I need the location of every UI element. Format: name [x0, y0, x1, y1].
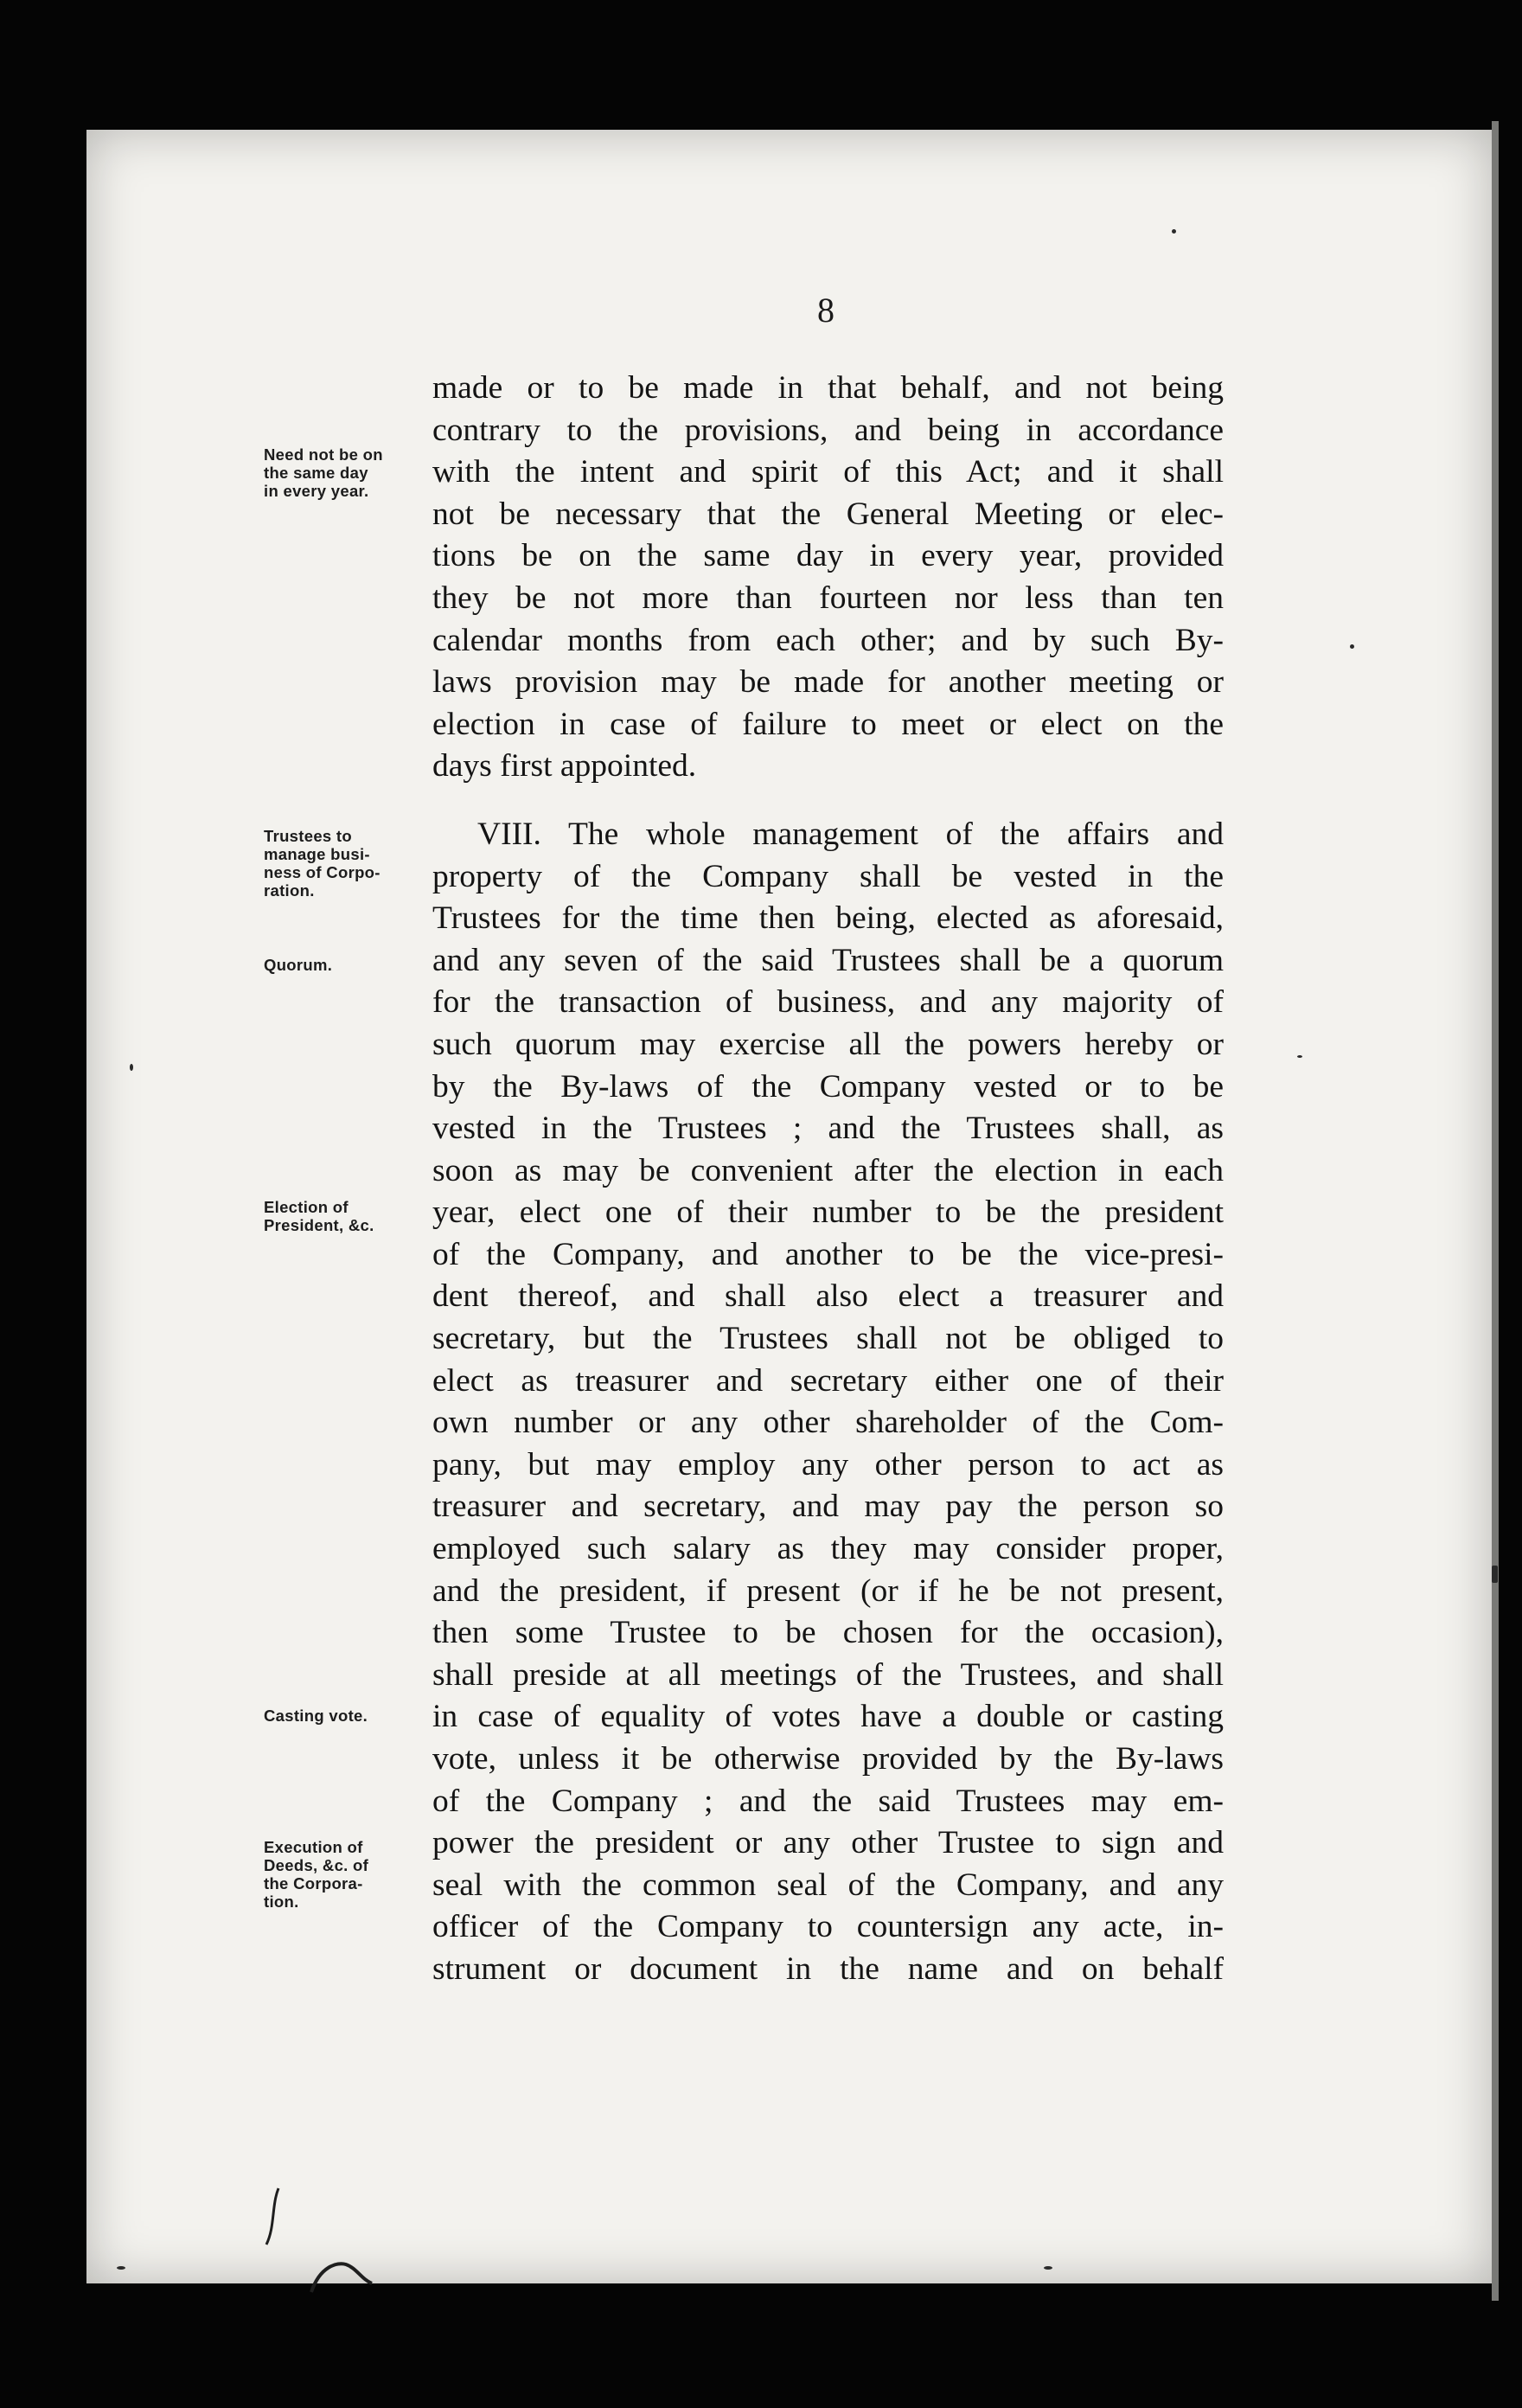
body-line: then some Trustee to be chosen for the occasion), — [432, 1615, 1224, 1651]
body-line: with the intent and spirit of this Act; and it shall — [432, 454, 1224, 490]
body-line: vote, unless it be otherwise provided by the By-laws — [432, 1741, 1224, 1777]
body-line: not be necessary that the General Meeting or elec- — [432, 496, 1224, 532]
body-line: secretary, but the Trustees shall not be obliged to — [432, 1321, 1224, 1357]
body-line: for the transaction of business, and any majority of — [432, 984, 1224, 1021]
scan-speck — [1044, 2266, 1052, 2270]
body-line: and any seven of the said Trustees shall be a quorum — [432, 942, 1224, 978]
scan-speck — [117, 2266, 125, 2270]
margin-note-execution-deeds: Execution of Deeds, &c. of the Corpora- tion. — [264, 1838, 369, 1911]
body-line: of the Company ; and the said Trustees may em- — [432, 1783, 1224, 1819]
scan-speck — [1492, 1566, 1498, 1583]
body-line: laws provision may be made for another meeting or — [432, 664, 1224, 701]
body-text — [432, 368, 1224, 1991]
body-line: employed such salary as they may consider proper, — [432, 1531, 1224, 1567]
body-line: and the president, if present (or if he be not present, — [432, 1572, 1224, 1609]
scan-speck — [1172, 229, 1176, 234]
body-line: power the president or any other Trustee to sign and — [432, 1825, 1224, 1861]
body-line: election in case of failure to meet or elect on the — [432, 706, 1224, 742]
body-line: Trustees for the time then being, elected as aforesaid, — [432, 900, 1224, 937]
body-line: officer of the Company to countersign any acte, in- — [432, 1909, 1224, 1945]
scan-speck — [1297, 1055, 1302, 1058]
body-line: tions be on the same day in every year, provided — [432, 538, 1224, 574]
margin-note-casting-vote: Casting vote. — [264, 1707, 368, 1725]
body-line: such quorum may exercise all the powers hereby or — [432, 1026, 1224, 1062]
section-heading-line: VIII. The whole management of the affairs and — [477, 816, 1224, 852]
scan-speck — [1350, 644, 1354, 649]
margin-note-quorum: Quorum. — [264, 956, 333, 974]
body-line: pany, but may employ any other person to act as — [432, 1446, 1224, 1483]
margin-note-same-day: Need not be on the same day in every year. — [264, 445, 383, 500]
body-line: by the By-laws of the Company vested or to be — [432, 1068, 1224, 1105]
body-line: days first appointed. — [432, 748, 697, 785]
scan-speck — [130, 1064, 133, 1071]
body-line: shall preside at all meetings of the Trustees, and shall — [432, 1656, 1224, 1693]
body-line: dent thereof, and shall also elect a treasurer and — [432, 1278, 1224, 1315]
body-line: contrary to the provisions, and being in accordance — [432, 412, 1224, 448]
body-line: they be not more than fourteen nor less than ten — [432, 580, 1224, 616]
margin-note-election-president: Election of President, &c. — [264, 1198, 374, 1234]
page-number: 8 — [817, 291, 835, 330]
body-line: calendar months from each other; and by such By- — [432, 622, 1224, 658]
body-line: strument or document in the name and on behalf — [432, 1950, 1224, 1987]
body-line: soon as may be convenient after the election in each — [432, 1152, 1224, 1188]
body-line: seal with the common seal of the Company, and any — [432, 1867, 1224, 1903]
body-line: year, elect one of their number to be the president — [432, 1194, 1224, 1231]
body-line: in case of equality of votes have a double or casting — [432, 1699, 1224, 1735]
body-line: elect as treasurer and secretary either one of their — [432, 1362, 1224, 1399]
adjacent-page-edge — [1492, 121, 1499, 2301]
body-line: vested in the Trustees ; and the Trustees shall, as — [432, 1111, 1224, 1147]
body-line: made or to be made in that behalf, and not being — [432, 370, 1224, 406]
body-line: of the Company, and another to be the vice-presi- — [432, 1236, 1224, 1272]
body-line: own number or any other shareholder of the Com- — [432, 1405, 1224, 1441]
pen-mark-icon — [259, 2180, 432, 2301]
body-line: property of the Company shall be vested in the — [432, 858, 1224, 894]
margin-note-trustees-manage: Trustees to manage busi- ness of Corpo- ration. — [264, 827, 380, 900]
body-line: treasurer and secretary, and may pay the person so — [432, 1489, 1224, 1525]
